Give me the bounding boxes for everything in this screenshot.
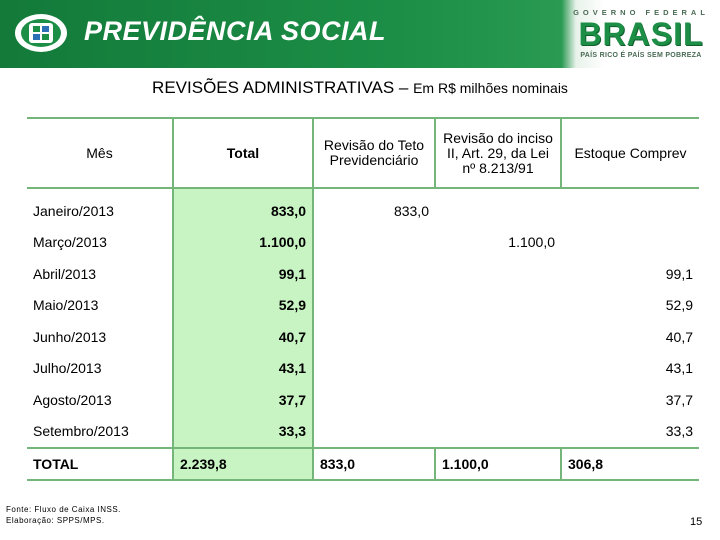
total-estoque-comprev: 306,8 [561, 448, 699, 480]
gov-top-text: GOVERNO FEDERAL [573, 8, 709, 17]
cell-estoque-comprev: 99,1 [665, 265, 693, 282]
governo-federal-logo [570, 8, 712, 62]
cell-revisao-teto [313, 321, 435, 353]
table-row [27, 353, 699, 385]
cell-estoque-comprev [561, 227, 699, 259]
cell-estoque-comprev: 43,1 [665, 360, 693, 377]
header-estoque-comprev: Estoque Comprev [561, 118, 699, 188]
header-total: Total [173, 118, 313, 188]
brasil-wordmark: BRASIL [578, 16, 704, 52]
cell-revisao-teto [313, 353, 435, 385]
source-line: Fonte: Fluxo de Caixa INSS. [6, 505, 121, 514]
revisoes-table [27, 117, 699, 481]
cell-revisao-inciso [435, 188, 561, 227]
table-header-row [27, 118, 699, 188]
cell-mes: Julho/2013 [33, 360, 102, 377]
table-row [27, 258, 699, 290]
cell-revisao-inciso [435, 321, 561, 353]
header-revisao-inciso: Revisão do inciso II, Art. 29, da Lei nº 8.213/91 [435, 118, 561, 188]
cell-revisao-inciso: 1.100,0 [508, 234, 555, 251]
total-revisao-teto: 833,0 [313, 448, 435, 480]
cell-total: 40,7 [173, 321, 313, 353]
header-banner [0, 0, 720, 68]
table-row [27, 384, 699, 416]
cell-mes: Agosto/2013 [33, 391, 112, 408]
cell-total: 33,3 [173, 416, 313, 449]
table-row [27, 416, 699, 449]
cell-mes: Janeiro/2013 [33, 202, 114, 219]
total-label: TOTAL [27, 448, 173, 480]
cell-revisao-inciso [435, 353, 561, 385]
table-total-row [27, 448, 699, 480]
gov-slogan: PAÍS RICO É PAÍS SEM POBREZA [580, 52, 702, 59]
total-value: 2.239,8 [173, 448, 313, 480]
cell-revisao-teto [313, 258, 435, 290]
cell-mes: Maio/2013 [33, 297, 99, 314]
table-row [27, 227, 699, 259]
cell-total: 37,7 [173, 384, 313, 416]
table-row [27, 188, 699, 227]
cell-estoque-comprev [561, 188, 699, 227]
table-row [27, 321, 699, 353]
cell-revisao-inciso [435, 290, 561, 322]
cell-total: 43,1 [173, 353, 313, 385]
cell-estoque-comprev: 40,7 [665, 328, 693, 345]
cell-revisao-teto [313, 227, 435, 259]
cell-mes: Setembro/2013 [33, 423, 129, 440]
page-number: 15 [690, 516, 703, 528]
title-main: REVISÕES ADMINISTRATIVAS – [152, 78, 414, 97]
cell-mes: Março/2013 [33, 234, 107, 251]
brand-title: PREVIDÊNCIA SOCIAL [84, 16, 387, 46]
cell-revisao-teto [313, 290, 435, 322]
cell-total: 1.100,0 [173, 227, 313, 259]
cell-estoque-comprev: 52,9 [665, 297, 693, 314]
cell-revisao-inciso [435, 416, 561, 449]
cell-mes: Junho/2013 [33, 328, 107, 345]
cell-mes: Abril/2013 [33, 265, 97, 282]
cell-revisao-teto [313, 384, 435, 416]
total-revisao-inciso: 1.100,0 [435, 448, 561, 480]
cell-revisao-teto: 833,0 [393, 202, 429, 219]
header-revisao-teto: Revisão do Teto Previdenciário [313, 118, 435, 188]
cell-total: 833,0 [173, 188, 313, 227]
previdencia-logo-icon [12, 10, 70, 56]
header-mes: Mês [27, 118, 173, 188]
title-unit: Em R$ milhões nominais [413, 80, 568, 96]
cell-revisao-inciso [435, 258, 561, 290]
source-note [6, 504, 121, 526]
cell-revisao-inciso [435, 384, 561, 416]
cell-total: 52,9 [173, 290, 313, 322]
cell-estoque-comprev: 33,3 [665, 423, 693, 440]
elaboration-line: Elaboração: SPPS/MPS. [6, 516, 105, 525]
cell-total: 99,1 [173, 258, 313, 290]
table-row [27, 290, 699, 322]
cell-estoque-comprev: 37,7 [665, 391, 693, 408]
cell-revisao-teto [313, 416, 435, 449]
slide-title [0, 78, 720, 98]
